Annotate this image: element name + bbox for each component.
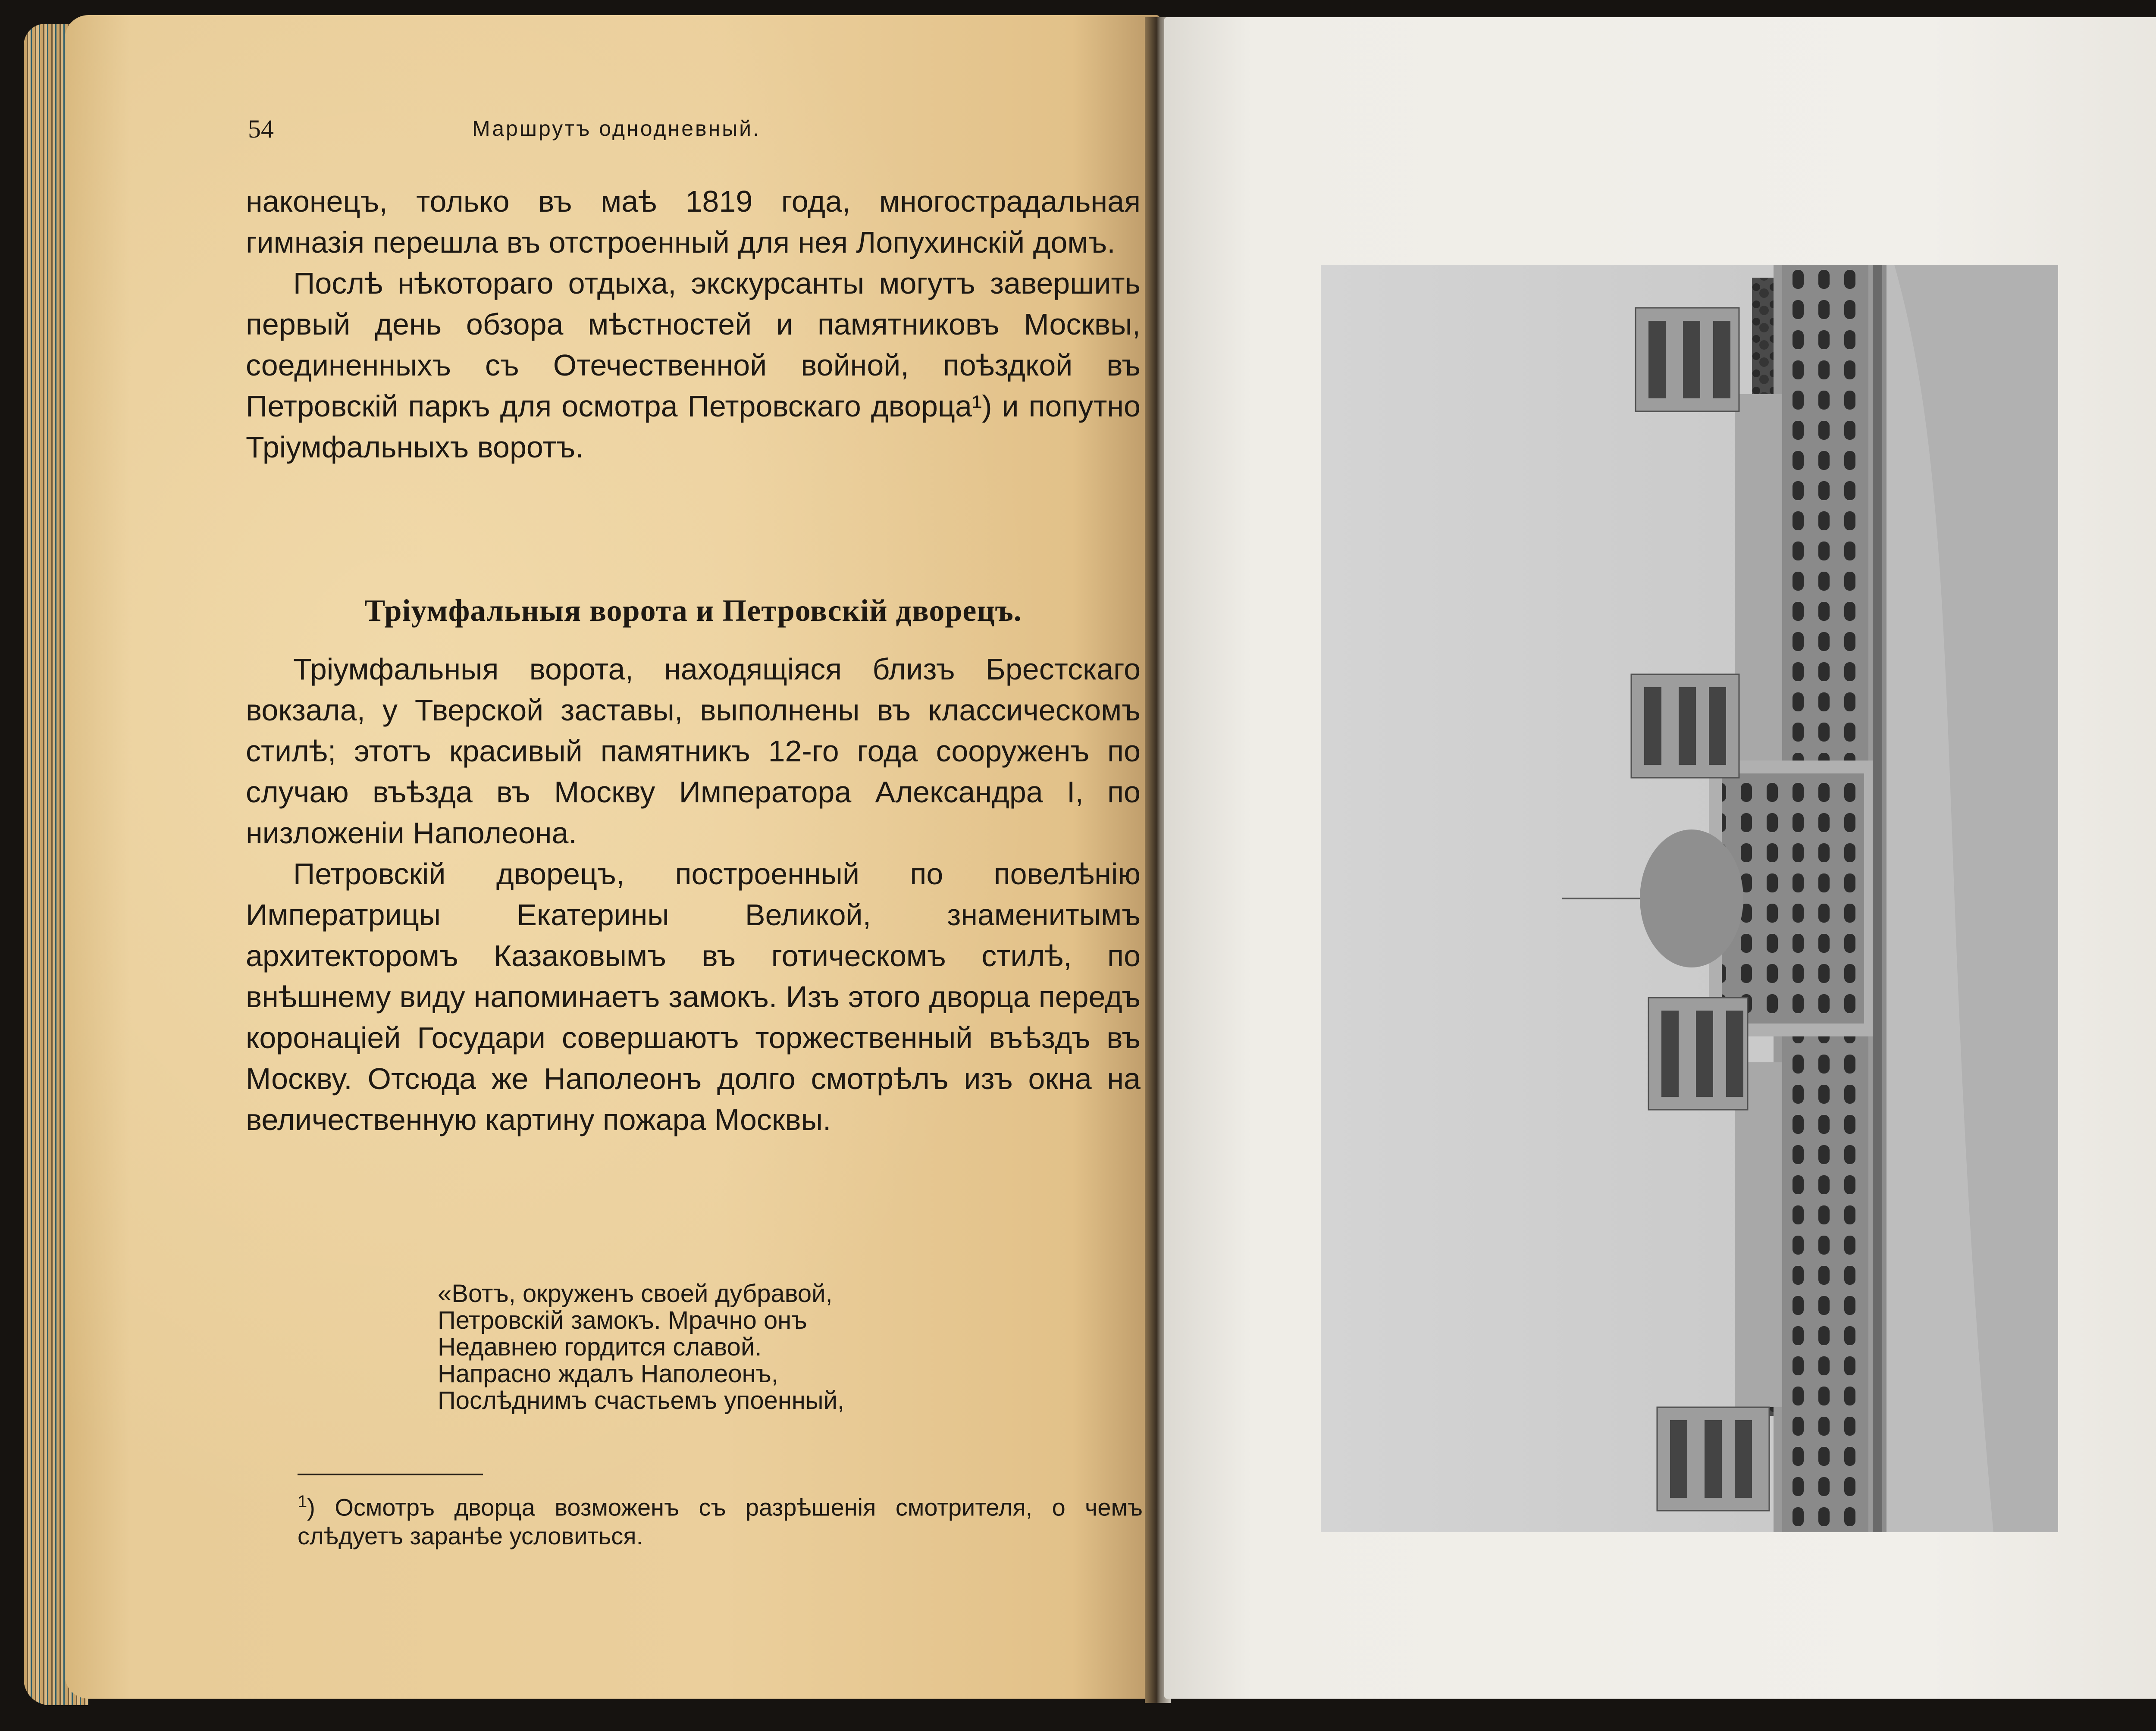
poem-line: Петровскій замокъ. Мрачно онъ [438, 1306, 807, 1334]
body-text-intro [246, 181, 1141, 468]
paragraph: Тріумфальныя ворота, находящіяся близъ Брестскаго вокзала, у Тверской заставы, выполнены въ классическомъ стилѣ; этотъ красивый памятникъ 12-го года сооруженъ по случаю въѣзда въ Москву Императора Александра I, по низложеніи Наполеона. [246, 652, 1141, 850]
page-number: 54 [248, 115, 274, 143]
footnote-marker: 1 [298, 1492, 307, 1511]
poem-line: Послѣднимъ счастьемъ упоенный, [438, 1387, 845, 1415]
poem-quote [438, 1280, 1084, 1414]
paragraph: Петровскій дворецъ, построенный по повелѣнію Императрицы Екатерины Великой, знаменитымъ архитекторомъ Казаковымъ въ готическомъ стилѣ, по внѣшнему виду напоминаетъ замокъ. Изъ этого дворца передъ коронаціей Государи совершаютъ торжественный въѣздъ въ Москву. Отсюда же Наполеонъ долго смотрѣлъ изъ окна на величественную картину пожара Москвы. [246, 857, 1141, 1136]
paragraph: Послѣ нѣкотораго отдыха, экскурсанты могутъ завершить первый день обзора мѣстностей и памятниковъ Москвы, соединенныхъ съ Отечественной войной, поѣздкой въ Петровскій паркъ для осмотра Петровскаго дворца¹) и попутно Тріумфальныхъ воротъ. [246, 266, 1141, 464]
footnote: $^1$) Осмотръ дворца возможенъ съ разрѣшенія смотрителя, о чемъ слѣдуетъ заранѣе условиться. [298, 1492, 1143, 1549]
running-head [248, 114, 981, 153]
body-text-section [246, 649, 1141, 1140]
left-page [65, 15, 1160, 1699]
palace-illustration [1321, 265, 2058, 1532]
poem-line: «Вотъ, окруженъ своей дубравой, [438, 1280, 833, 1308]
palace-photograph [1321, 265, 2058, 1532]
footnote-text: Осмотръ дворца возможенъ съ разрѣшенія смотрителя, о чемъ слѣдуетъ заранѣе условиться. [298, 1493, 1143, 1549]
paragraph: наконецъ, только въ маѣ 1819 года, многострадальная гимназія перешла въ отстроенный для нея Лопухинскій домъ. [246, 185, 1141, 259]
section-heading: Тріумфальныя ворота и Петровскій дворецъ. [364, 593, 1022, 628]
poem-line: Недавнею гордится славой. [438, 1333, 762, 1361]
running-title: Маршрутъ однодневный. [472, 116, 761, 141]
footnote-rule [298, 1474, 483, 1475]
poem-line: Напрасно ждалъ Наполеонъ, [438, 1360, 778, 1388]
